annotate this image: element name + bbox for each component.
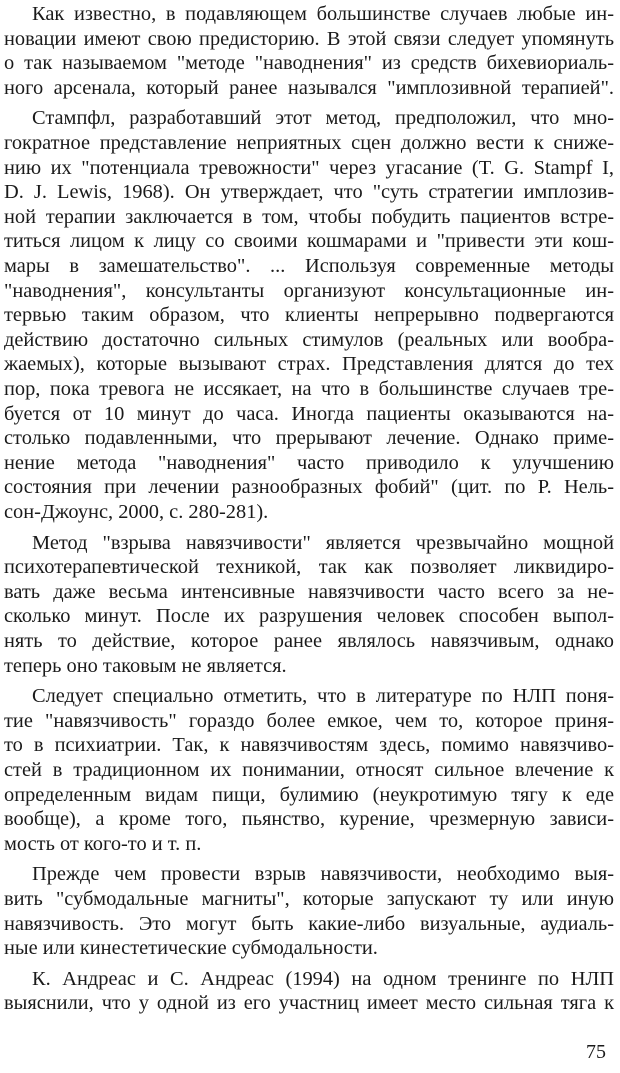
text-line: навязчивость. Это могут быть какие-либо визуальные, аудиаль- <box>4 912 614 935</box>
text-line: нию их "потенциала тревожности" через угасание (T. G. Stampf I, <box>4 156 614 179</box>
text-line: то в психиатрии. Так, к навязчивостям здесь, помимо навязчиво- <box>4 734 614 757</box>
page-number: 75 <box>586 1041 606 1063</box>
paragraph-4 <box>4 684 614 856</box>
paragraph-3 <box>4 531 614 679</box>
text-line: теперь оно таковым не является. <box>4 654 287 677</box>
text-line: о так называемом "методе "наводнения" из средств бихевиориаль- <box>4 52 614 75</box>
text-line: выяснили, что у одной из его участниц имеет место сильная тяга к <box>4 992 614 1015</box>
paragraph-2 <box>4 106 614 524</box>
text-line: К. Андреас и С. Андреас (1994) на одном тренинге по НЛП <box>32 967 614 990</box>
text-line: сон-Джоунс, 2000, с. 280-281). <box>4 500 269 523</box>
text-line: тие "навязчивость" гораздо более емкое, чем то, которое приня- <box>4 709 614 732</box>
text-line: вообще), а кроме того, пьянство, курение, чрезмерную зависи- <box>4 808 614 831</box>
text-line: определенным видам пищи, булимию (неукротимую тягу к еде <box>4 783 614 806</box>
text-line: вить "субмодальные магниты", которые запускают ту или иную <box>4 887 614 910</box>
text-line: мость от кого-то и т. п. <box>4 832 202 855</box>
text-line: Следует специально отметить, что в литературе по НЛП поня- <box>32 685 614 708</box>
text-line: новации имеют свою предисторию. В этой связи следует упомянуть <box>4 27 614 50</box>
text-line: гократное представление неприятных сцен должно вести к сниже- <box>4 131 614 154</box>
text-line: психотерапевтической техникой, так как позволяет ликвидиро- <box>4 556 614 579</box>
text-line: "наводнения", консультанты организуют консультационные ин- <box>4 279 614 302</box>
text-line: D. J. Lewis, 1968). Он утверждает, что "суть стратегии имплозив- <box>4 181 614 204</box>
text-line: нение метода "наводнения" часто приводило к улучшению <box>4 451 614 474</box>
text-line: жаемых), которые вызывают страх. Представления длятся до тех <box>4 353 614 376</box>
text-line: титься лицом к лицу со своими кошмарами и "привести эти кош- <box>4 230 614 253</box>
text-line: вать даже весьма интенсивные навязчивости часто всего за не- <box>4 580 614 603</box>
text-line: ные или кинестетические субмодальности. <box>4 937 378 960</box>
text-line: Стампфл, разработавший этот метод, предположил, что мно- <box>32 107 614 130</box>
text-line: ной терапии заключается в том, чтобы побудить пациентов встре- <box>4 205 614 228</box>
text-line: Прежде чем провести взрыв навязчивости, необходимо выя- <box>32 863 614 886</box>
text-line: действию достаточно сильных стимулов (реальных или вообра- <box>4 328 614 351</box>
text-line: мары в замешательство". ... Используя современные методы <box>4 254 614 277</box>
text-line: Как известно, в подавляющем большинстве случаев любые ин- <box>32 3 614 25</box>
text-line: сколько минут. После их разрушения человек способен выпол- <box>4 605 614 628</box>
text-line: тервью таким образом, что клиенты непрерывно подвергаются <box>4 304 614 327</box>
paragraph-5 <box>4 862 614 960</box>
text-line: пор, пока тревога не иссякает, на что в большинстве случаев тре- <box>4 377 614 400</box>
text-line: столько подавленными, что прерывают лечение. Однако приме- <box>4 427 614 450</box>
text-line: состояния при лечении разнообразных фобий" (цит. по Р. Нель- <box>4 476 614 499</box>
text-line: стей в традиционном их понимании, относят сильное влечение к <box>4 758 614 781</box>
text-line: Метод "взрыва навязчивости" является чрезвычайно мощной <box>32 531 614 554</box>
text-line: ного арсенала, который ранее назывался "имплозивной терапией". <box>4 76 614 99</box>
paragraph-1 <box>4 2 614 100</box>
paragraph-6 <box>4 967 614 1016</box>
text-line: нять то действие, которое ранее являлось навязчивым, однако <box>4 629 614 652</box>
text-line: буется от 10 минут до часа. Иногда пациенты оказываются на- <box>4 402 614 425</box>
